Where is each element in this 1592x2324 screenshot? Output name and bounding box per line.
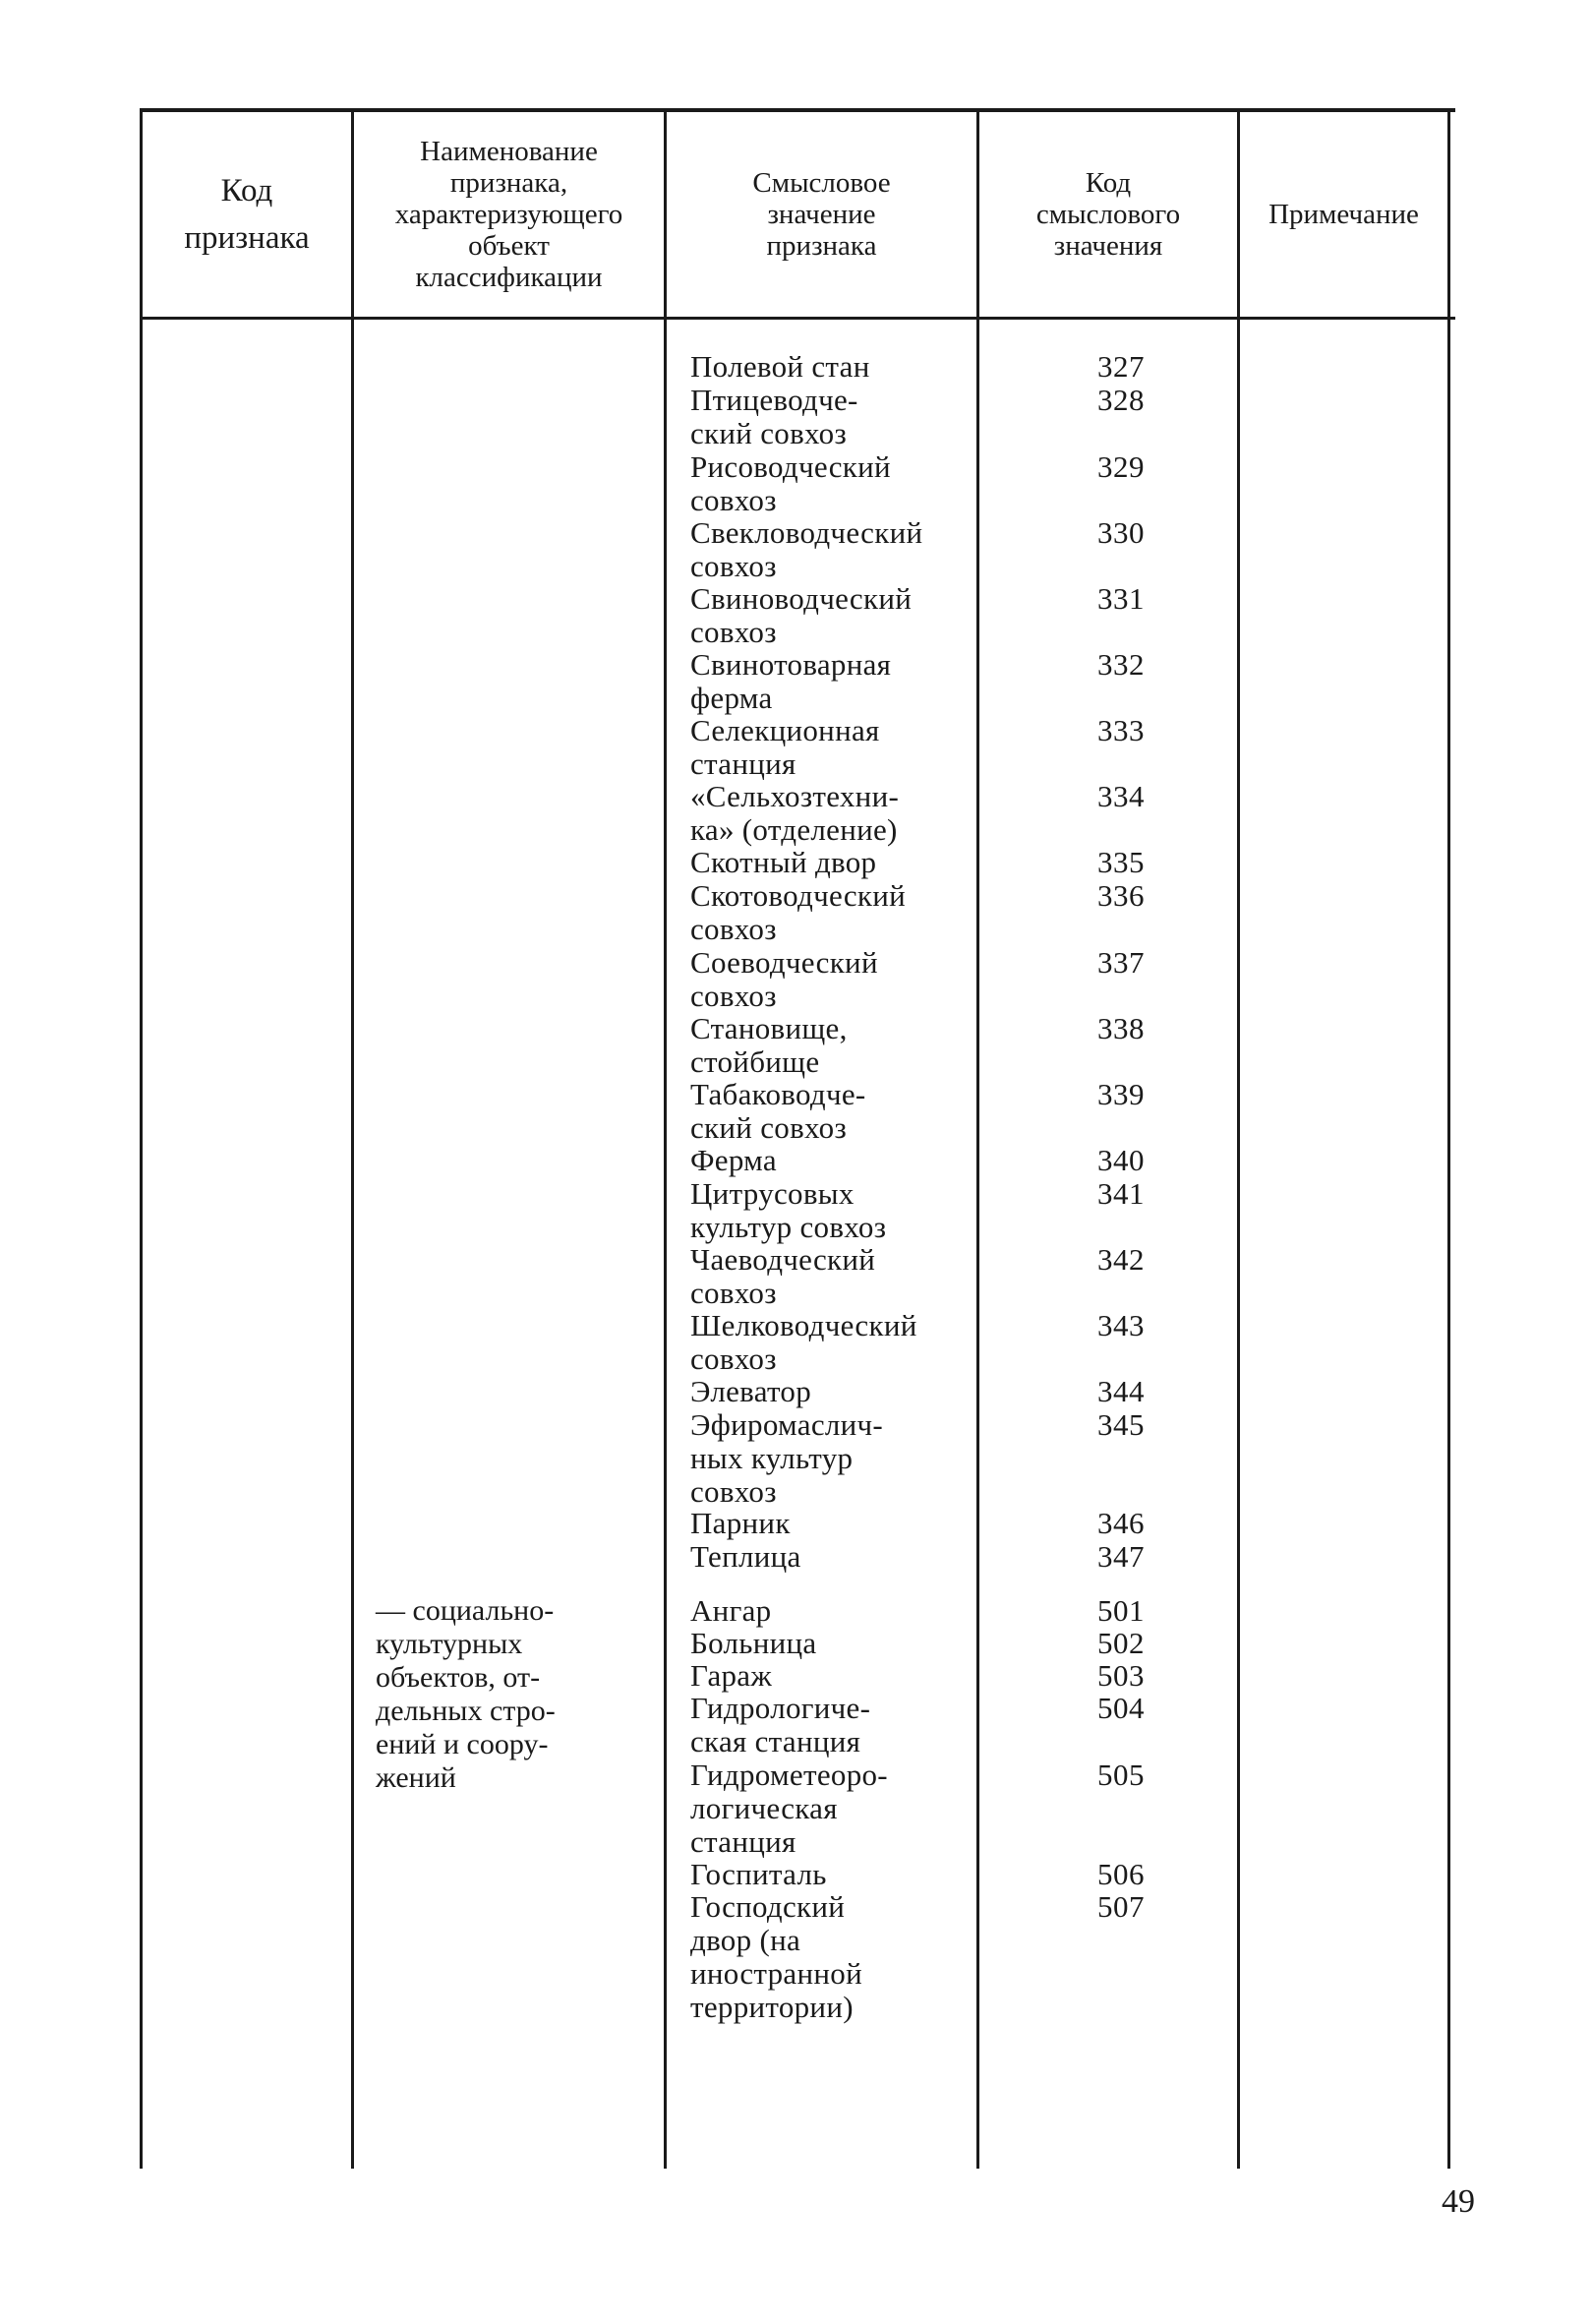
code-cell: 501 — [1097, 1593, 1145, 1628]
code-cell: 331 — [1097, 581, 1145, 616]
code-cell: 329 — [1097, 449, 1145, 484]
code-cell: 503 — [1097, 1658, 1145, 1693]
table-border-right — [1447, 108, 1450, 2169]
meaning-cell: Гидрометеоро- логическая станция — [690, 1758, 888, 1859]
meaning-cell: Больница — [690, 1626, 817, 1660]
meaning-cell: Гараж — [690, 1658, 773, 1693]
code-cell: 347 — [1097, 1539, 1145, 1574]
meaning-cell: Теплица — [690, 1539, 801, 1574]
meaning-cell: Ферма — [690, 1143, 777, 1177]
meaning-cell: Скотоводческий совхоз — [690, 878, 907, 946]
meaning-cell: Ангар — [690, 1593, 772, 1628]
header-meaning-code: Код смыслового значения — [1035, 167, 1181, 262]
code-cell: 327 — [1097, 349, 1145, 384]
code-cell: 338 — [1097, 1011, 1145, 1045]
meaning-cell: Гидрологиче- ская станция — [690, 1691, 871, 1758]
meaning-cell: Скотный двор — [690, 845, 877, 879]
meaning-cell: Свинотоварная ферма — [690, 647, 892, 715]
code-cell: 505 — [1097, 1758, 1145, 1792]
table-top-rule — [140, 108, 1455, 112]
table-column-divider — [1237, 108, 1240, 2169]
code-cell: 341 — [1097, 1176, 1145, 1211]
meaning-cell: Эфиромаслич- ных культур совхоз — [690, 1407, 884, 1509]
table-column-divider — [664, 108, 667, 2169]
meaning-cell: Табаководче- ский совхоз — [690, 1077, 866, 1145]
code-cell: 340 — [1097, 1143, 1145, 1177]
meaning-cell: Птицеводче- ский совхоз — [690, 383, 858, 450]
code-cell: 330 — [1097, 515, 1145, 550]
meaning-cell: Соеводческий совхоз — [690, 945, 878, 1013]
meaning-cell: Цитрусовых культур совхоз — [690, 1176, 887, 1244]
meaning-cell: Селекционная станция — [690, 713, 880, 781]
code-cell: 343 — [1097, 1308, 1145, 1342]
meaning-cell: Полевой стан — [690, 349, 870, 384]
meaning-cell: Свиноводческий совхоз — [690, 581, 913, 649]
meaning-cell: Элеватор — [690, 1374, 812, 1408]
code-cell: 346 — [1097, 1506, 1145, 1540]
header-feature-code: Код признака — [184, 173, 310, 256]
meaning-cell: Становище, стойбище — [690, 1011, 848, 1079]
meaning-cell: Господский двор (на иностранной территории) — [690, 1889, 862, 2024]
code-cell: 332 — [1097, 647, 1145, 682]
page-number: 49 — [1442, 2183, 1475, 2220]
code-cell: 335 — [1097, 845, 1145, 879]
feature-group-name: — социально- культурных объектов, от- дельных стро- ений и соору- жений — [376, 1594, 556, 1794]
meaning-cell: «Сельхозтехни- ка» (отделение) — [690, 779, 900, 847]
code-cell: 504 — [1097, 1691, 1145, 1725]
code-cell: 344 — [1097, 1374, 1145, 1408]
table-border-left — [140, 108, 143, 2169]
header-feature-name: Наименование признака, характеризующего объект классификации — [394, 136, 623, 293]
header-semantic-meaning: Смысловое значение признака — [752, 167, 891, 262]
code-cell: 502 — [1097, 1626, 1145, 1660]
code-cell: 334 — [1097, 779, 1145, 813]
meaning-cell: Госпиталь — [690, 1857, 827, 1891]
code-cell: 506 — [1097, 1857, 1145, 1891]
meaning-cell: Свекловодческий совхоз — [690, 515, 923, 583]
code-cell: 337 — [1097, 945, 1145, 980]
table-header-rule — [140, 317, 1455, 320]
meaning-cell: Чаеводческий совхоз — [690, 1242, 876, 1310]
code-cell: 336 — [1097, 878, 1145, 913]
meaning-cell: Шелководческий совхоз — [690, 1308, 917, 1376]
code-cell: 333 — [1097, 713, 1145, 747]
code-cell: 507 — [1097, 1889, 1145, 1924]
code-cell: 345 — [1097, 1407, 1145, 1442]
code-cell: 339 — [1097, 1077, 1145, 1111]
header-note: Примечание — [1268, 199, 1419, 230]
code-cell: 342 — [1097, 1242, 1145, 1277]
code-cell: 328 — [1097, 383, 1145, 417]
table-column-divider — [351, 108, 354, 2169]
meaning-cell: Рисоводческий совхоз — [690, 449, 891, 517]
meaning-cell: Парник — [690, 1506, 791, 1540]
